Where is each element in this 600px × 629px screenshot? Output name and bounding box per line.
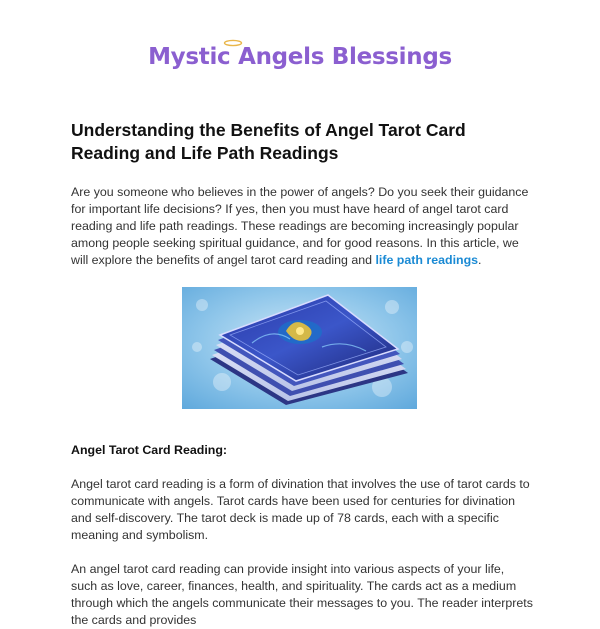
halo-icon bbox=[223, 39, 243, 47]
site-logo-label: Mystic Angels Blessings bbox=[148, 44, 452, 70]
site-logo-text bbox=[148, 44, 452, 70]
section-heading: Angel Tarot Card Reading: bbox=[71, 443, 228, 457]
site-logo[interactable] bbox=[0, 44, 600, 70]
intro-text: Are you someone who believes in the power of angels? Do you seek their guidance for important life decisions? If yes, then you must have heard of angel tarot card reading and life path readings. These readings are becoming increasingly popular among people seeking spiritual guidance, and for good reasons. In this article, we will explore the benefits of angel tarot card reading and bbox=[71, 185, 529, 267]
article-title: Understanding the Benefits of Angel Tarot Card Reading and Life Path Readings bbox=[71, 120, 466, 163]
intro-paragraph bbox=[71, 184, 533, 269]
tarot-card-deck-image bbox=[182, 287, 417, 409]
intro-end: . bbox=[478, 253, 482, 267]
life-path-readings-link[interactable]: life path readings bbox=[375, 253, 479, 267]
paragraph-2: An angel tarot card reading can provide insight into various aspects of your life, such as love, career, finances, health, and spirituality. The cards act as a medium through which the angels communicate their messages to you. The reader interprets the cards and provides bbox=[71, 562, 533, 627]
paragraph-1: Angel tarot card reading is a form of divination that involves the use of tarot cards to communicate with angels. Tarot cards have been used for centuries for divination and self-discovery. The tarot deck is made up of 78 cards, each with a specific meaning and symbolism. bbox=[71, 477, 530, 542]
article bbox=[71, 119, 533, 629]
